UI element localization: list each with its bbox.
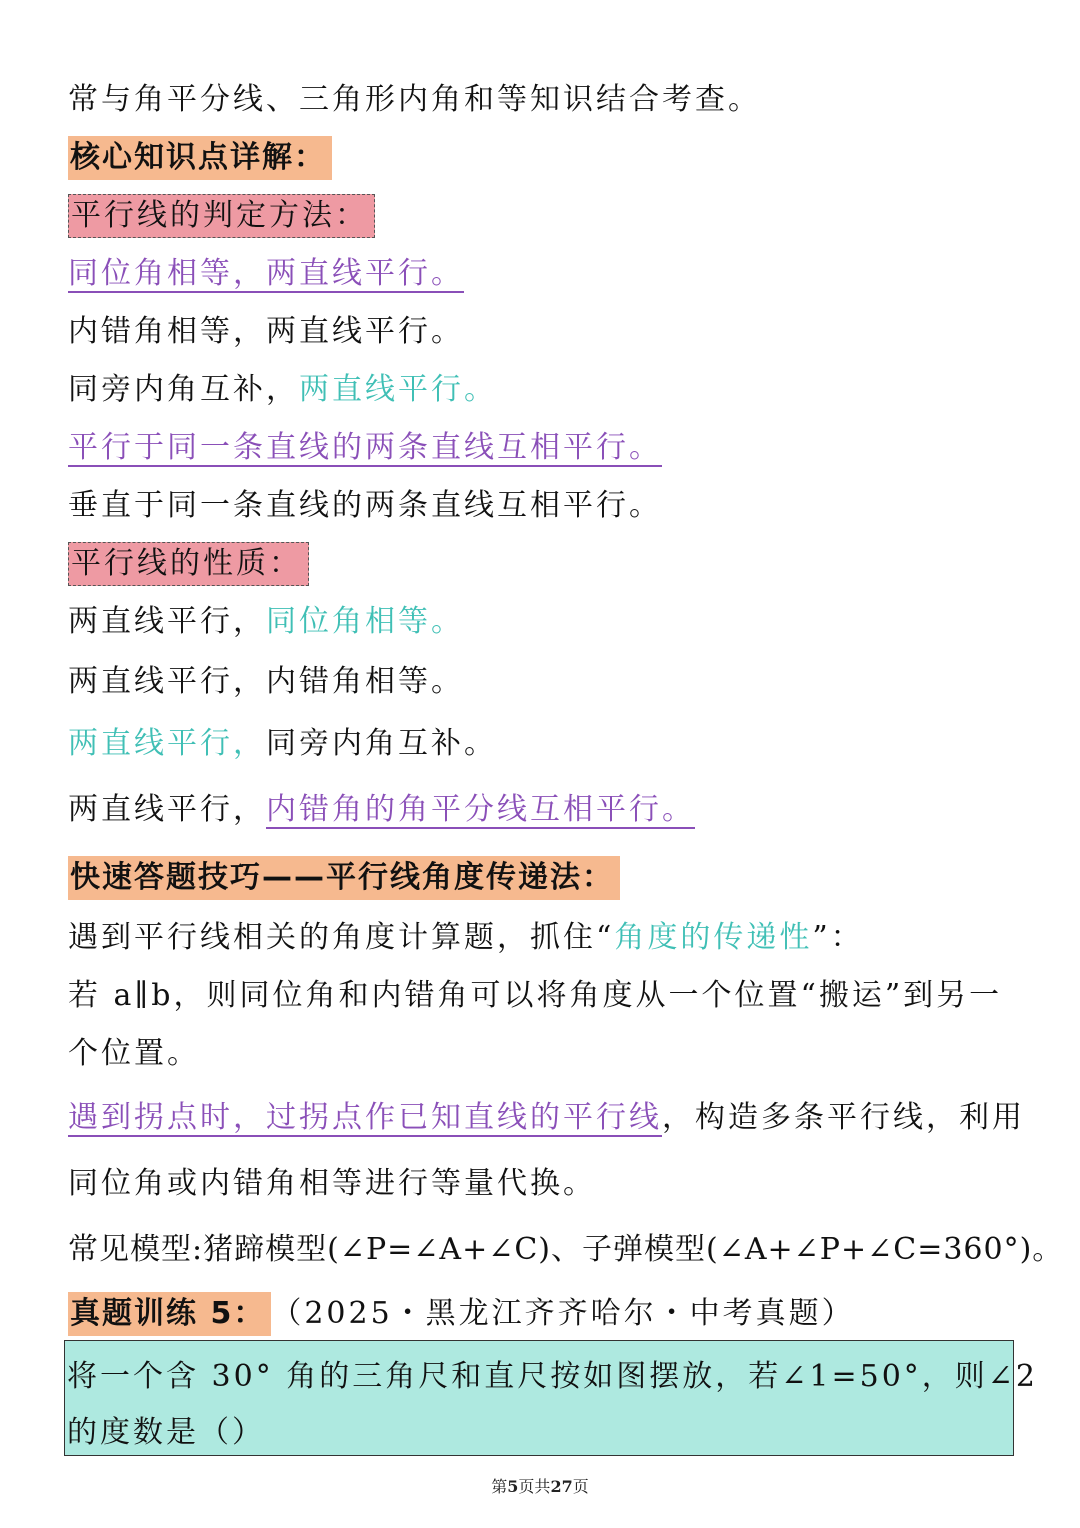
- exercise-source: （2025・黑龙江齐齐哈尔・中考真题）: [271, 1296, 855, 1331]
- prop-3-text-b: 同旁内角互补。: [266, 726, 497, 761]
- prop-1-text-a: 两直线平行，: [68, 604, 266, 639]
- tips-heading-line: [68, 856, 620, 900]
- prop-4-text-b: 内错角的角平分线互相平行。: [266, 792, 695, 827]
- models-line: 常见模型:猪蹄模型(∠P=∠A+∠C)、子弹模型(∠A+∠P+∠C=360°)。: [68, 1232, 1064, 1267]
- judge-3-text-a: 同旁内角互补，: [68, 372, 299, 407]
- footer-mid: 页共: [518, 1477, 551, 1496]
- question-line-2: 的度数是（）: [67, 1415, 265, 1450]
- judge-3-text-b: 两直线平行。: [299, 372, 497, 407]
- footer-post: 页: [572, 1477, 589, 1496]
- tips-line-5: 同位角或内错角相等进行等量代换。: [68, 1166, 596, 1201]
- prop-3-text-a: 两直线平行，: [68, 726, 266, 761]
- tips-line-1: [68, 916, 864, 960]
- judge-line-3: [68, 368, 497, 412]
- judge-line-2: 内错角相等，两直线平行。: [68, 314, 464, 349]
- tips-4-text-b: ，构造多条平行线，利用: [662, 1100, 1025, 1135]
- prop-4-text-a: 两直线平行，: [68, 792, 266, 827]
- exercise-label: 真题训练 5：: [68, 1292, 271, 1336]
- prop-line-3: [68, 722, 497, 766]
- question-box: [64, 1340, 1039, 1456]
- tips-1-text-a: 遇到平行线相关的角度计算题，抓住“: [68, 920, 615, 955]
- judge-4-text: 平行于同一条直线的两条直线互相平行。: [68, 430, 662, 465]
- tips-heading: 快速答题技巧——平行线角度传递法：: [68, 856, 620, 900]
- footer-pre: 第: [491, 1477, 508, 1496]
- exercise-line: [68, 1292, 855, 1336]
- prop-heading: 平行线的性质：: [68, 542, 309, 586]
- judge-line-1: [68, 252, 464, 296]
- judge-1-text: 同位角相等，两直线平行。: [68, 256, 464, 291]
- prop-1-text-b: 同位角相等。: [266, 604, 464, 639]
- judge-line-4: [68, 426, 662, 470]
- judge-line-5: 垂直于同一条直线的两条直线互相平行。: [68, 488, 662, 523]
- tips-line-4: [68, 1096, 1025, 1140]
- core-heading: 核心知识点详解：: [68, 136, 332, 180]
- footer-page-number: 5: [507, 1477, 519, 1496]
- tips-1-text-b: 角度的传递性: [614, 920, 813, 955]
- tips-line-3: 个位置。: [68, 1036, 200, 1071]
- prop-line-2: 两直线平行，内错角相等。: [68, 664, 464, 699]
- tips-4-text-a: 遇到拐点时，过拐点作已知直线的平行线: [68, 1100, 662, 1135]
- prop-heading-line: [68, 542, 309, 586]
- prop-line-1: [68, 600, 464, 644]
- tips-line-2: 若 a∥b，则同位角和内错角可以将角度从一个位置“搬运”到另一: [68, 978, 1003, 1013]
- judge-heading-line: [68, 194, 375, 238]
- core-heading-line: [68, 136, 332, 180]
- prop-line-4: [68, 788, 695, 832]
- footer-total-pages: 27: [550, 1477, 573, 1496]
- page-footer: [0, 1474, 1080, 1497]
- tips-1-text-c: ”：: [812, 920, 864, 955]
- intro-tail-line: 常与角平分线、三角形内角和等知识结合考查。: [68, 82, 761, 117]
- judge-heading: 平行线的判定方法：: [68, 194, 375, 238]
- question-line-1: 将一个含 30° 角的三角尺和直尺按如图摆放，若∠1=50°，则∠2: [67, 1359, 1039, 1394]
